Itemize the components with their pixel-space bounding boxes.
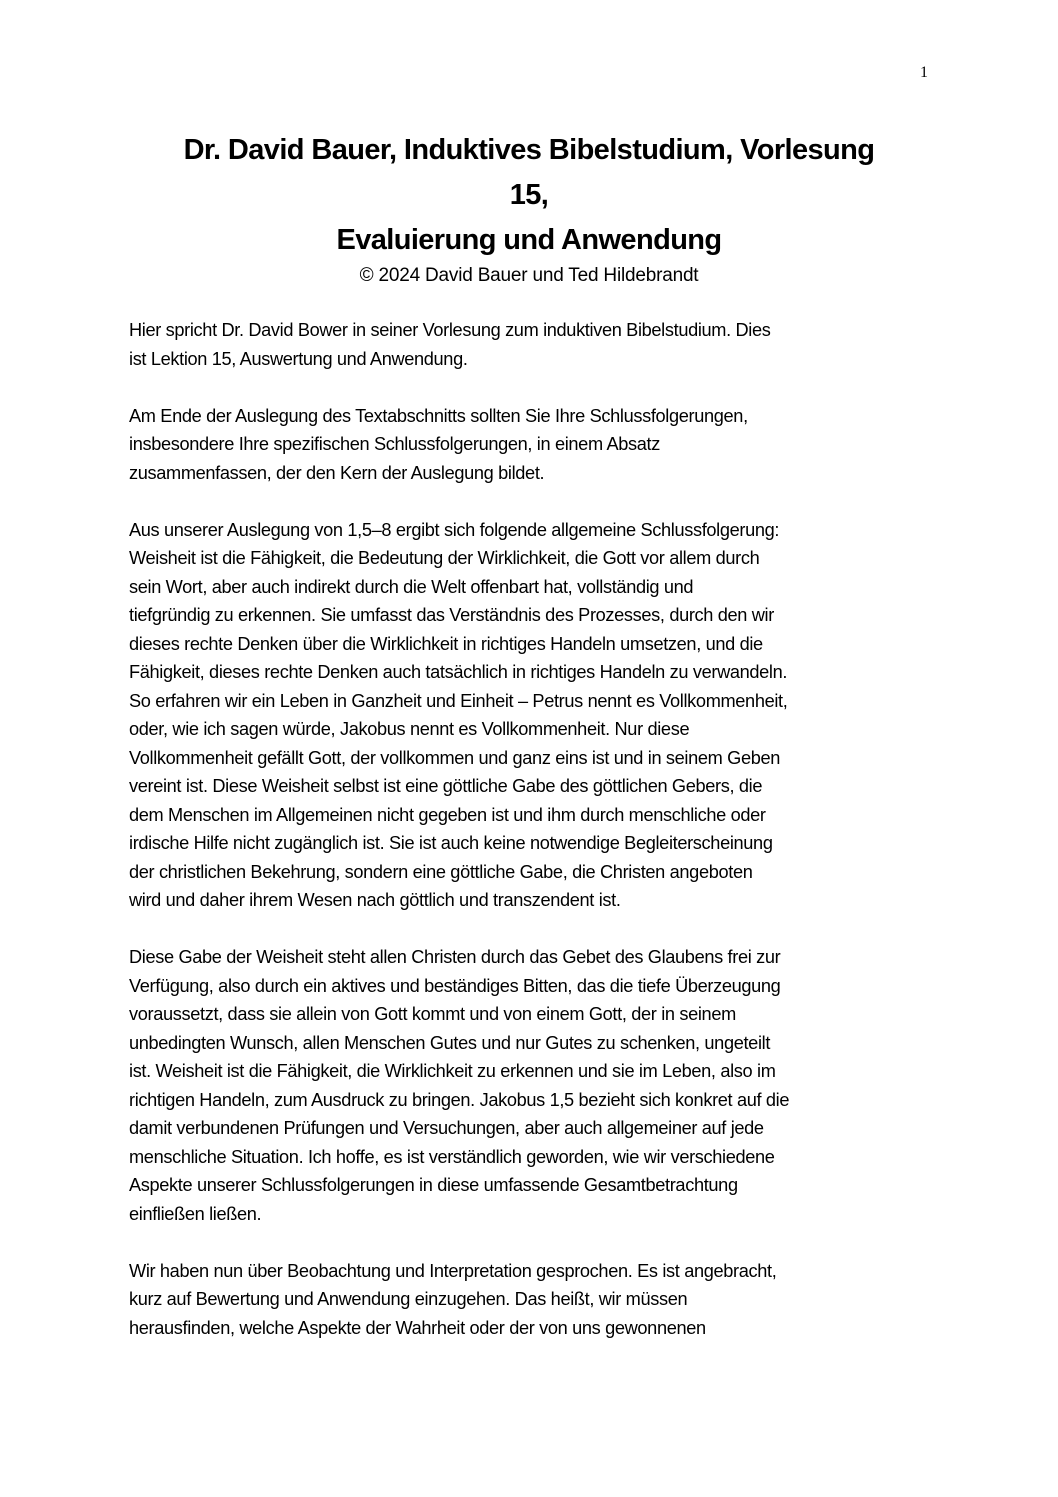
text-line: Wir haben nun über Beobachtung und Interpretation gesprochen. Es ist angebracht, [129, 1260, 777, 1281]
text-line: insbesondere Ihre spezifischen Schlussfolgerungen, in einem Absatz [129, 434, 660, 454]
text-line: Verfügung, also durch ein aktives und beständiges Bitten, das die tiefe Überzeugung [129, 975, 781, 996]
text-line: kurz auf Bewertung und Anwendung einzugehen. Das heißt, wir müssen [129, 1289, 688, 1309]
text-line: oder, wie ich sagen würde, Jakobus nennt es Vollkommenheit. Nur diese [129, 719, 690, 739]
document-title-block [100, 128, 958, 289]
text-line: Weisheit ist die Fähigkeit, die Bedeutung der Wirklichkeit, die Gott vor allem durch [129, 548, 760, 568]
text-line: tiefgründig zu erkennen. Sie umfasst das Verständnis des Prozesses, durch den wir [129, 605, 774, 625]
text-line: sein Wort, aber auch indirekt durch die Welt offenbart hat, vollständig und [129, 576, 694, 597]
title-line-3: Evaluierung und Anwendung [336, 224, 722, 256]
text-line: wird und daher ihrem Wesen nach göttlich und transzendent ist. [129, 890, 621, 910]
text-line: Am Ende der Auslegung des Textabschnitts sollten Sie Ihre Schlussfolgerungen, [129, 405, 748, 426]
text-line: unbedingten Wunsch, allen Menschen Gutes und nur Gutes zu schenken, ungeteilt [129, 1032, 771, 1053]
title-line-1: Dr. David Bauer, Induktives Bibelstudium, Vorlesung [183, 134, 875, 166]
page-number: 1 [920, 64, 928, 81]
text-line: Aus unserer Auslegung von 1,5–8 ergibt sich folgende allgemeine Schlussfolgerung: [129, 519, 780, 540]
document-body [129, 316, 941, 1371]
text-line: einfließen ließen. [129, 1203, 262, 1224]
text-line: vereint ist. Diese Weisheit selbst ist eine göttliche Gabe des göttlichen Gebers, die [129, 776, 763, 796]
text-line: zusammenfassen, der den Kern der Auslegung bildet. [129, 462, 545, 483]
text-line: Fähigkeit, dieses rechte Denken auch tatsächlich in richtiges Handeln zu verwandeln. [129, 662, 788, 682]
title-line-2: 15, [509, 179, 549, 211]
paragraph-3 [129, 516, 941, 915]
text-line: irdische Hilfe nicht zugänglich ist. Sie ist auch keine notwendige Begleiterscheinung [129, 833, 773, 853]
text-line: Vollkommenheit gefällt Gott, der vollkommen und ganz eins ist und in seinem Geben [129, 747, 781, 768]
paragraph-4 [129, 943, 941, 1228]
text-line: voraussetzt, dass sie allein von Gott kommt und von einem Gott, der in seinem [129, 1004, 736, 1024]
text-line: dem Menschen im Allgemeinen nicht gegeben ist und ihm durch menschliche oder [129, 804, 766, 825]
text-line: menschliche Situation. Ich hoffe, es ist verständlich geworden, wie wir verschiedene [129, 1146, 775, 1167]
text-line: ist Lektion 15, Auswertung und Anwendung. [129, 348, 468, 369]
text-line: So erfahren wir ein Leben in Ganzheit und Einheit – Petrus nennt es Vollkommenheit, [129, 690, 788, 711]
text-line: Hier spricht Dr. David Bower in seiner Vorlesung zum induktiven Bibelstudium. Dies [129, 320, 771, 340]
text-line: Diese Gabe der Weisheit steht allen Christen durch das Gebet des Glaubens frei zur [129, 947, 781, 967]
text-line: dieses rechte Denken über die Wirklichkeit in richtiges Handeln umsetzen, und die [129, 633, 763, 654]
text-line: ist. Weisheit ist die Fähigkeit, die Wirklichkeit zu erkennen und sie im Leben, also im [129, 1061, 776, 1081]
text-line: herausfinden, welche Aspekte der Wahrheit oder der von uns gewonnenen [129, 1317, 706, 1338]
paragraph-5 [129, 1257, 941, 1343]
text-line: Aspekte unserer Schlussfolgerungen in diese umfassende Gesamtbetrachtung [129, 1175, 738, 1195]
text-line: damit verbundenen Prüfungen und Versuchungen, aber auch allgemeiner auf jede [129, 1118, 764, 1138]
text-line: richtigen Handeln, zum Ausdruck zu bringen. Jakobus 1,5 bezieht sich konkret auf die [129, 1089, 790, 1110]
text-line: der christlichen Bekehrung, sondern eine göttliche Gabe, die Christen angeboten [129, 861, 753, 882]
paragraph-2 [129, 402, 941, 488]
copyright-notice: © 2024 David Bauer und Ted Hildebrandt [359, 265, 699, 286]
paragraph-1 [129, 316, 941, 373]
